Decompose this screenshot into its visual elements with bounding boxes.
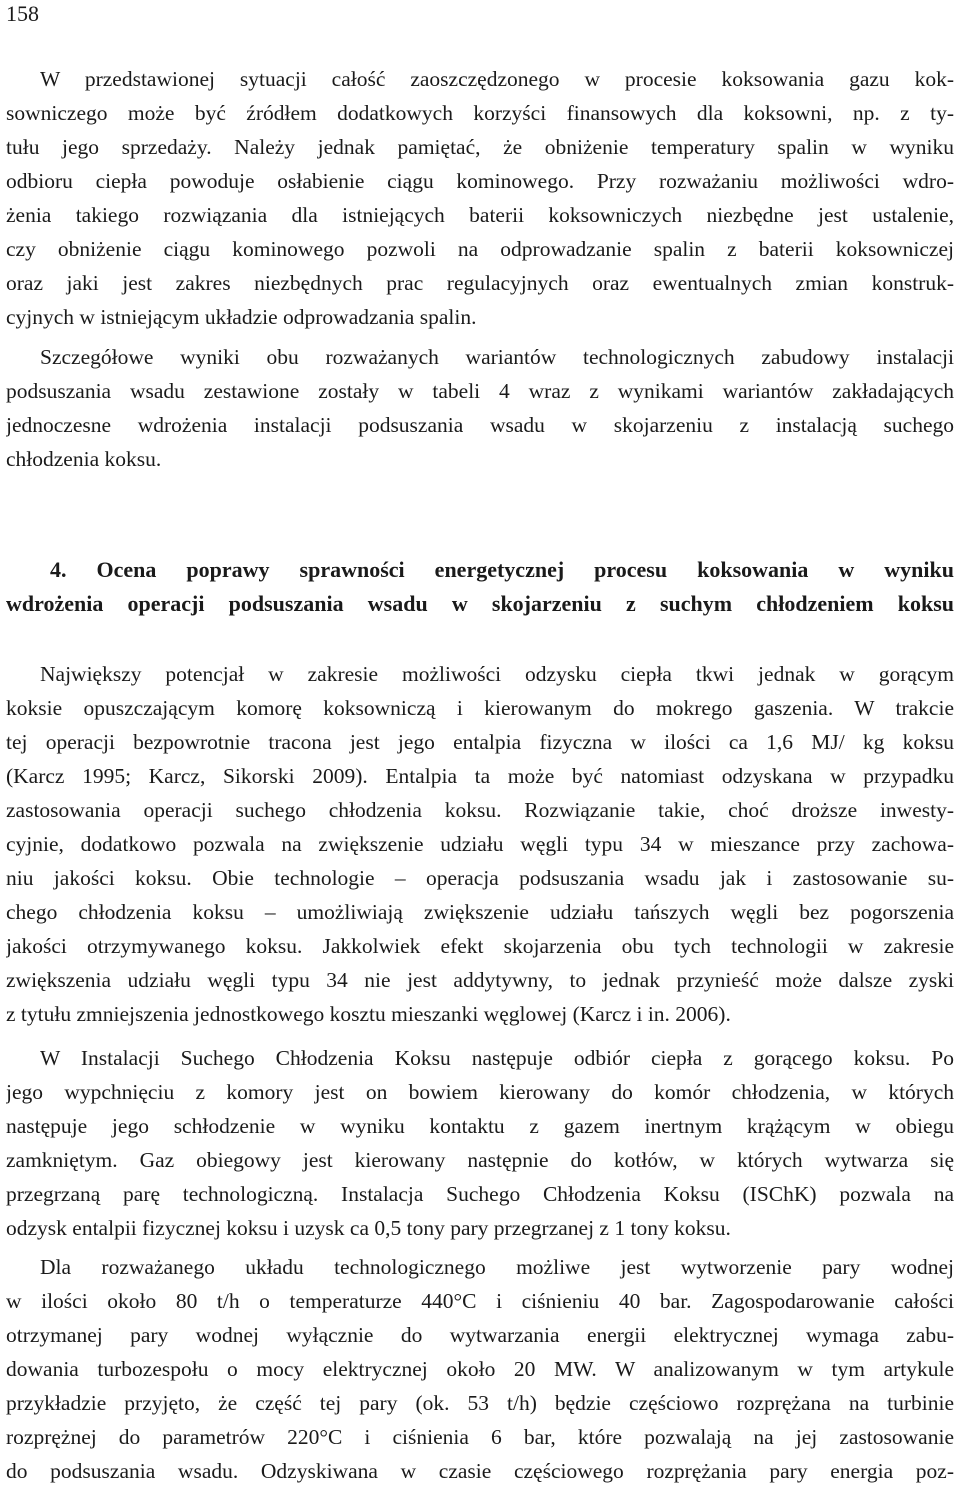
intro-paragraph bbox=[6, 62, 954, 334]
text-line: podsuszania wsadu zestawione zostały w tabeli 4 wraz z wynikami wariantów zakładających bbox=[6, 379, 954, 403]
text-line: Szczegółowe wyniki obu rozważanych wariantów technologicznych zabudowy instalacji bbox=[40, 345, 954, 369]
text-line: otrzymanej pary wodnej wyłącznie do wytwarzania energii elektrycznej wymaga zabu- bbox=[6, 1323, 954, 1347]
text-line: zwiększenia udziału węgli typu 34 nie jest addytywny, to jednak przynieść może dalsze zyski bbox=[6, 968, 954, 992]
section-heading-line: 4. Ocena poprawy sprawności energetycznej procesu koksowania w wyniku bbox=[50, 557, 954, 582]
text-line: odzysk entalpii fizycznej koksu i uzysk ca 0,5 tony pary przegrzanej z 1 tony koksu. bbox=[6, 1216, 731, 1240]
text-line: cyjnych w istniejącym układzie odprowadzania spalin. bbox=[6, 305, 477, 329]
text-line: żenia takiego rozwiązania dla istniejących baterii koksowniczych niezbędne jest ustalenie, bbox=[6, 203, 954, 227]
text-line: W Instalacji Suchego Chłodzenia Koksu następuje odbiór ciepła z gorącego koksu. Po bbox=[40, 1046, 954, 1070]
section-heading-line: wdrożenia operacji podsuszania wsadu w skojarzeniu z suchym chłodzeniem koksu bbox=[6, 591, 954, 616]
text-line: Dla rozważanego układu technologicznego możliwe jest wytworzenie pary wodnej bbox=[40, 1255, 954, 1279]
text-line: sowniczego może być źródłem dodatkowych korzyści finansowych dla koksowni, np. z ty- bbox=[6, 101, 954, 125]
text-line: niu jakości koksu. Obie technologie – operacja podsuszania wsadu jak i zastosowanie su- bbox=[6, 866, 954, 890]
text-line: zastosowania operacji suchego chłodzenia koksu. Rozwiązanie takie, choć droższe inwesty- bbox=[6, 798, 954, 822]
text-line: koksie opuszczającym komorę koksowniczą i kierowanym do mokrego gaszenia. W trakcie bbox=[6, 696, 954, 720]
text-line: następuje jego schłodzenie w wyniku kontaktu z gazem inertnym krążącym w obiegu bbox=[6, 1114, 954, 1138]
text-line: tej operacji bezpowrotnie tracona jest jego entalpia fizyczna w ilości ca 1,6 MJ/ kg koksu bbox=[6, 730, 954, 754]
text-line: chego chłodzenia koksu – umożliwiają zwiększenie udziału tańszych węgli bez pogorszenia bbox=[6, 900, 954, 924]
text-line: jednoczesne wdrożenia instalacji podsuszania wsadu w skojarzeniu z instalacją suchego bbox=[6, 413, 954, 437]
text-line: dowania turbozespołu o mocy elektrycznej około 20 MW. W analizowanym w tym artykule bbox=[6, 1357, 954, 1381]
text-line: przykładzie przyjęto, że część tej pary (ok. 53 t/h) będzie częściowo rozprężana na turbinie bbox=[6, 1391, 954, 1415]
text-line: jakości otrzymywanego koksu. Jakkolwiek efekt skojarzenia obu tych technologii w zakresie bbox=[6, 934, 954, 958]
text-line: w ilości około 80 t/h o temperaturze 440°C i ciśnieniu 40 bar. Zagospodarowanie całości bbox=[6, 1289, 954, 1313]
text-line: do podsuszania wsadu. Odzyskiwana w czasie częściowego rozprężania pary energia poz- bbox=[6, 1459, 954, 1483]
text-line: przegrzaną parę technologiczną. Instalacja Suchego Chłodzenia Koksu (ISChK) pozwala na bbox=[6, 1182, 954, 1206]
fifth-paragraph bbox=[6, 1250, 954, 1488]
text-line: jego wypchnięciu z komory jest on bowiem kierowany do komór chłodzenia, w których bbox=[6, 1080, 954, 1104]
text-line: rozprężnej do parametrów 220°C i ciśnienia 6 bar, które pozwalają na jej zastosowanie bbox=[6, 1425, 954, 1449]
text-line: Największy potencjał w zakresie możliwości odzysku ciepła tkwi jednak w gorącym bbox=[40, 662, 954, 686]
text-line: tułu jego sprzedaży. Należy jednak pamiętać, że obniżenie temperatury spalin w wyniku bbox=[6, 135, 954, 159]
text-line: odbioru ciepła powoduje osłabienie ciągu kominowego. Przy rozważaniu możliwości wdro- bbox=[6, 169, 954, 193]
second-paragraph bbox=[6, 340, 954, 476]
page-number: 158 bbox=[6, 1, 39, 26]
third-paragraph bbox=[6, 657, 954, 1031]
section-heading bbox=[6, 553, 954, 621]
text-line: W przedstawionej sytuacji całość zaoszczędzonego w procesie koksowania gazu kok- bbox=[40, 67, 954, 91]
text-line: zamkniętym. Gaz obiegowy jest kierowany następnie do kotłów, w których wytwarza się bbox=[6, 1148, 954, 1172]
text-line: oraz jaki jest zakres niezbędnych prac regulacyjnych oraz ewentualnych zmian konstruk- bbox=[6, 271, 954, 295]
text-line: czy obniżenie ciągu kominowego pozwoli na odprowadzanie spalin z baterii koksowniczej bbox=[6, 237, 954, 261]
text-line: cyjnie, dodatkowo pozwala na zwiększenie udziału węgli typu 34 w mieszance przy zachowa- bbox=[6, 832, 954, 856]
fourth-paragraph bbox=[6, 1041, 954, 1245]
text-line: chłodzenia koksu. bbox=[6, 447, 162, 471]
text-line: z tytułu zmniejszenia jednostkowego kosztu mieszanki węglowej (Karcz i in. 2006). bbox=[6, 1002, 731, 1026]
text-line: (Karcz 1995; Karcz, Sikorski 2009). Entalpia ta może być natomiast odzyskana w przypadku bbox=[6, 764, 954, 788]
